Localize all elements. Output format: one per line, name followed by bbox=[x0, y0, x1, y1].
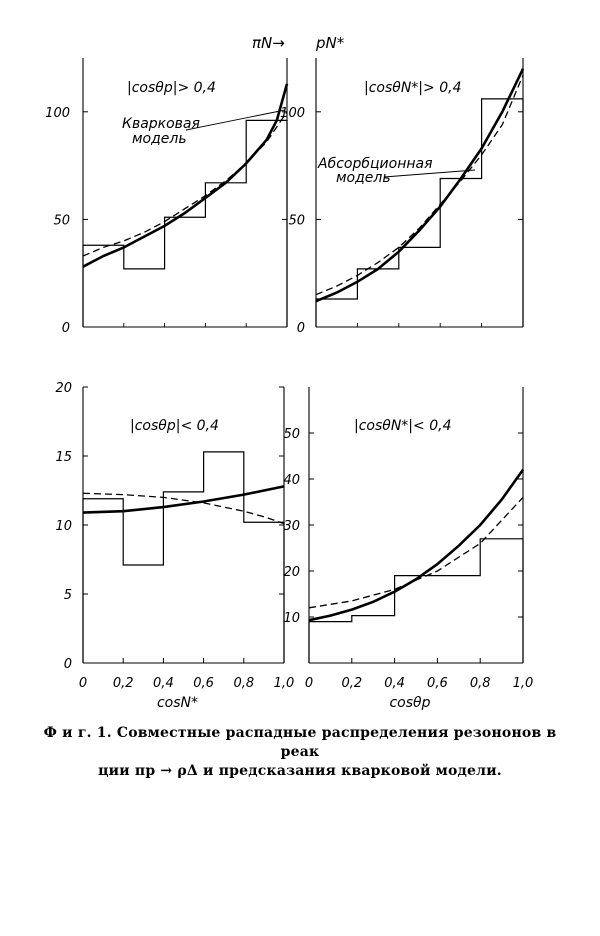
caption-line1: Совместные распадные распределения резононов в реак bbox=[116, 725, 557, 760]
y-tick-label: 40 bbox=[283, 473, 300, 488]
annotation-absorption-line2: модель bbox=[336, 170, 391, 186]
header-pn-star: pN* bbox=[316, 34, 345, 52]
panel-top-left bbox=[45, 58, 287, 336]
y-tick-label: 20 bbox=[283, 565, 300, 580]
x-axis-label: cosθp bbox=[389, 695, 431, 711]
x-tick-label: 0 bbox=[78, 676, 88, 691]
figure-caption bbox=[30, 724, 570, 781]
y-tick-label: 20 bbox=[55, 381, 72, 396]
caption-line2: ции πp → ρΔ и предсказания кварковой модели. bbox=[98, 763, 502, 779]
panel-title: |cosθN*|> 0,4 bbox=[364, 80, 462, 96]
panel-bottom-right bbox=[283, 387, 533, 711]
panel-bottom-left bbox=[55, 381, 294, 711]
annotation-quark-line2: модель bbox=[132, 131, 187, 147]
y-tick-label: 30 bbox=[283, 519, 300, 534]
x-tick-label: 0,2 bbox=[112, 676, 134, 691]
header-pin: πN→ bbox=[252, 34, 285, 52]
y-tick-label: 50 bbox=[288, 213, 305, 229]
panel-top-right bbox=[280, 58, 523, 336]
x-tick-label: 1,0 bbox=[512, 676, 534, 691]
y-tick-label: 100 bbox=[280, 105, 305, 121]
histogram-bars bbox=[309, 539, 523, 663]
x-axis-label: cosN* bbox=[156, 695, 199, 711]
model-curve-dashed bbox=[83, 493, 284, 523]
histogram-bars bbox=[316, 99, 523, 327]
y-tick-label: 50 bbox=[53, 213, 70, 229]
y-tick-label: 5 bbox=[63, 588, 72, 603]
x-tick-label: 1,0 bbox=[273, 676, 295, 691]
x-tick-label: 0,2 bbox=[341, 676, 363, 691]
x-tick-label: 0,6 bbox=[193, 676, 214, 691]
x-tick-label: 0,8 bbox=[233, 676, 255, 691]
x-tick-label: 0 bbox=[304, 676, 314, 691]
x-tick-label: 0,6 bbox=[427, 676, 448, 691]
x-tick-label: 0,4 bbox=[153, 676, 174, 691]
panel-title: |cosθN*|< 0,4 bbox=[354, 418, 452, 434]
y-tick-label: 0 bbox=[63, 657, 72, 672]
caption-label: Ф и г. 1. bbox=[43, 725, 112, 741]
annotation-absorption-line1: Абсорбционная bbox=[318, 156, 433, 172]
y-tick-label: 15 bbox=[55, 450, 72, 465]
panel-title: |cosθp|< 0,4 bbox=[130, 418, 219, 434]
model-curve-solid bbox=[83, 84, 287, 267]
model-curve-solid bbox=[309, 470, 523, 620]
y-tick-label: 10 bbox=[283, 611, 300, 626]
histogram-bars bbox=[83, 452, 284, 663]
y-tick-label: 0 bbox=[61, 321, 70, 336]
x-tick-label: 0,4 bbox=[384, 676, 405, 691]
y-tick-label: 50 bbox=[283, 427, 300, 442]
y-tick-label: 100 bbox=[45, 105, 70, 121]
x-tick-label: 0,8 bbox=[469, 676, 491, 691]
y-tick-label: 10 bbox=[55, 519, 72, 534]
panel-title: |cosθp|> 0,4 bbox=[127, 80, 216, 96]
y-tick-label: 0 bbox=[296, 321, 305, 336]
annotation-quark-line1: Кварковая bbox=[122, 116, 200, 132]
